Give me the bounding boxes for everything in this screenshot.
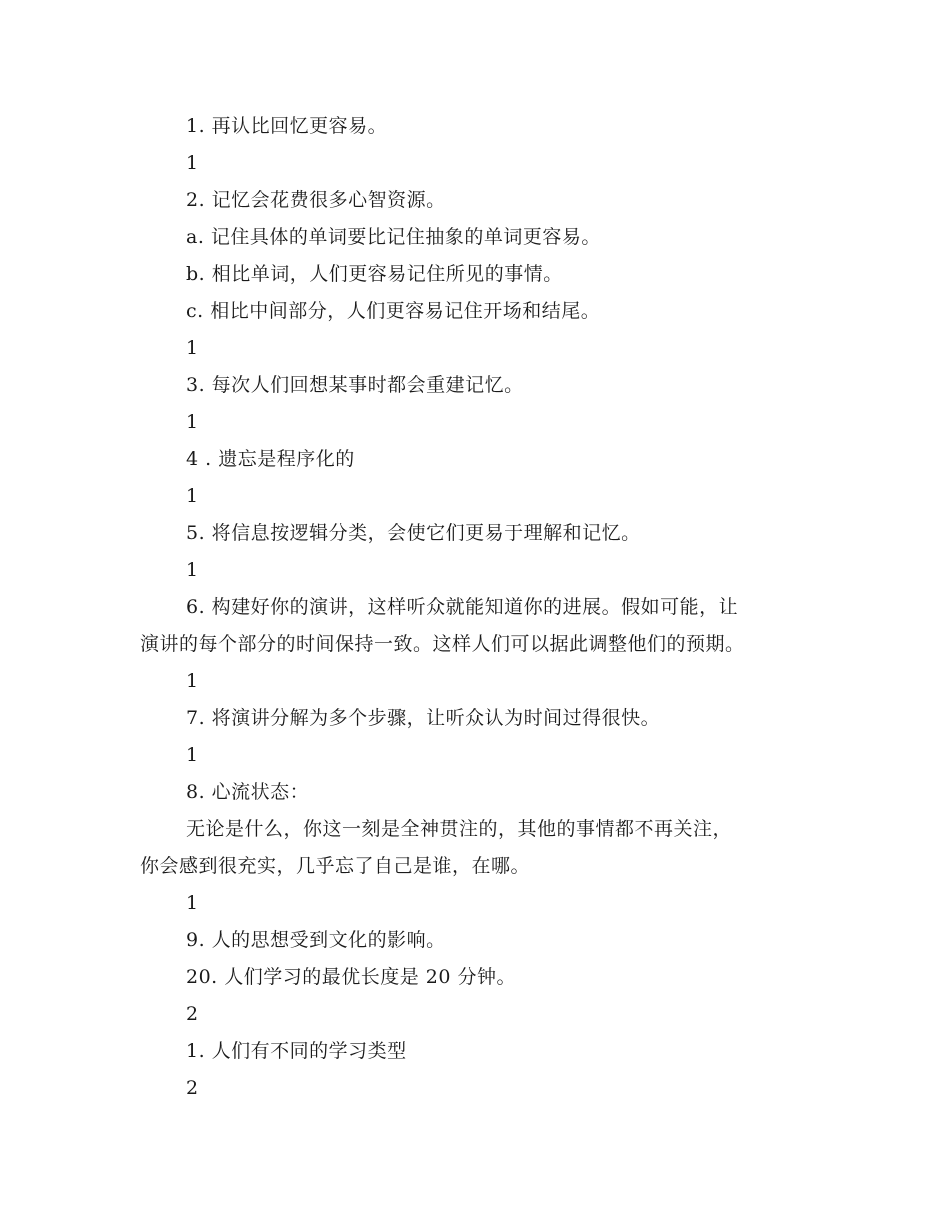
list-item: 2. 记忆会花费很多心智资源。	[186, 189, 446, 211]
sub-item: c. 相比中间部分，人们更容易记住开场和结尾。	[186, 300, 601, 322]
sub-item: b. 相比单词，人们更容易记住所见的事情。	[186, 263, 563, 285]
list-item: 7. 将演讲分解为多个步骤，让听众认为时间过得很快。	[186, 707, 661, 729]
section-number: 1	[186, 152, 199, 174]
paragraph-line: 无论是什么，你这一刻是全神贯注的，其他的事情都不再关注，	[186, 818, 733, 840]
section-number: 2	[186, 1077, 199, 1099]
list-item: 3. 每次人们回想某事时都会重建记忆。	[186, 374, 524, 396]
section-number: 1	[186, 337, 199, 359]
list-item: 8. 心流状态：	[186, 781, 310, 803]
section-number: 1	[186, 744, 199, 766]
paragraph-6	[140, 589, 820, 663]
list-item: 5. 将信息按逻辑分类，会使它们更易于理解和记忆。	[186, 522, 641, 544]
paragraph-line: 6. 构建好你的演讲，这样听众就能知道你的进展。假如可能，让	[186, 596, 739, 618]
section-number: 1	[186, 670, 199, 692]
list-item: 1. 再认比回忆更容易。	[186, 115, 388, 137]
section-number: 1	[186, 892, 199, 914]
sub-item: a. 记住具体的单词要比记住抽象的单词更容易。	[186, 226, 601, 248]
paragraph-line: 你会感到很充实，几乎忘了自己是谁，在哪。	[140, 855, 531, 877]
list-item: 4 . 遗忘是程序化的	[186, 448, 355, 470]
section-number: 2	[186, 1003, 199, 1025]
list-item: 9. 人的思想受到文化的影响。	[186, 929, 446, 951]
list-item: 20. 人们学习的最优长度是 20 分钟。	[186, 966, 517, 988]
section-number: 1	[186, 559, 199, 581]
list-item: 1. 人们有不同的学习类型	[186, 1040, 407, 1062]
section-number: 1	[186, 411, 199, 433]
paragraph-line: 演讲的每个部分的时间保持一致。这样人们可以据此调整他们的预期。	[140, 633, 745, 655]
document-body	[140, 108, 820, 1107]
paragraph-8	[140, 811, 820, 885]
section-number: 1	[186, 485, 199, 507]
